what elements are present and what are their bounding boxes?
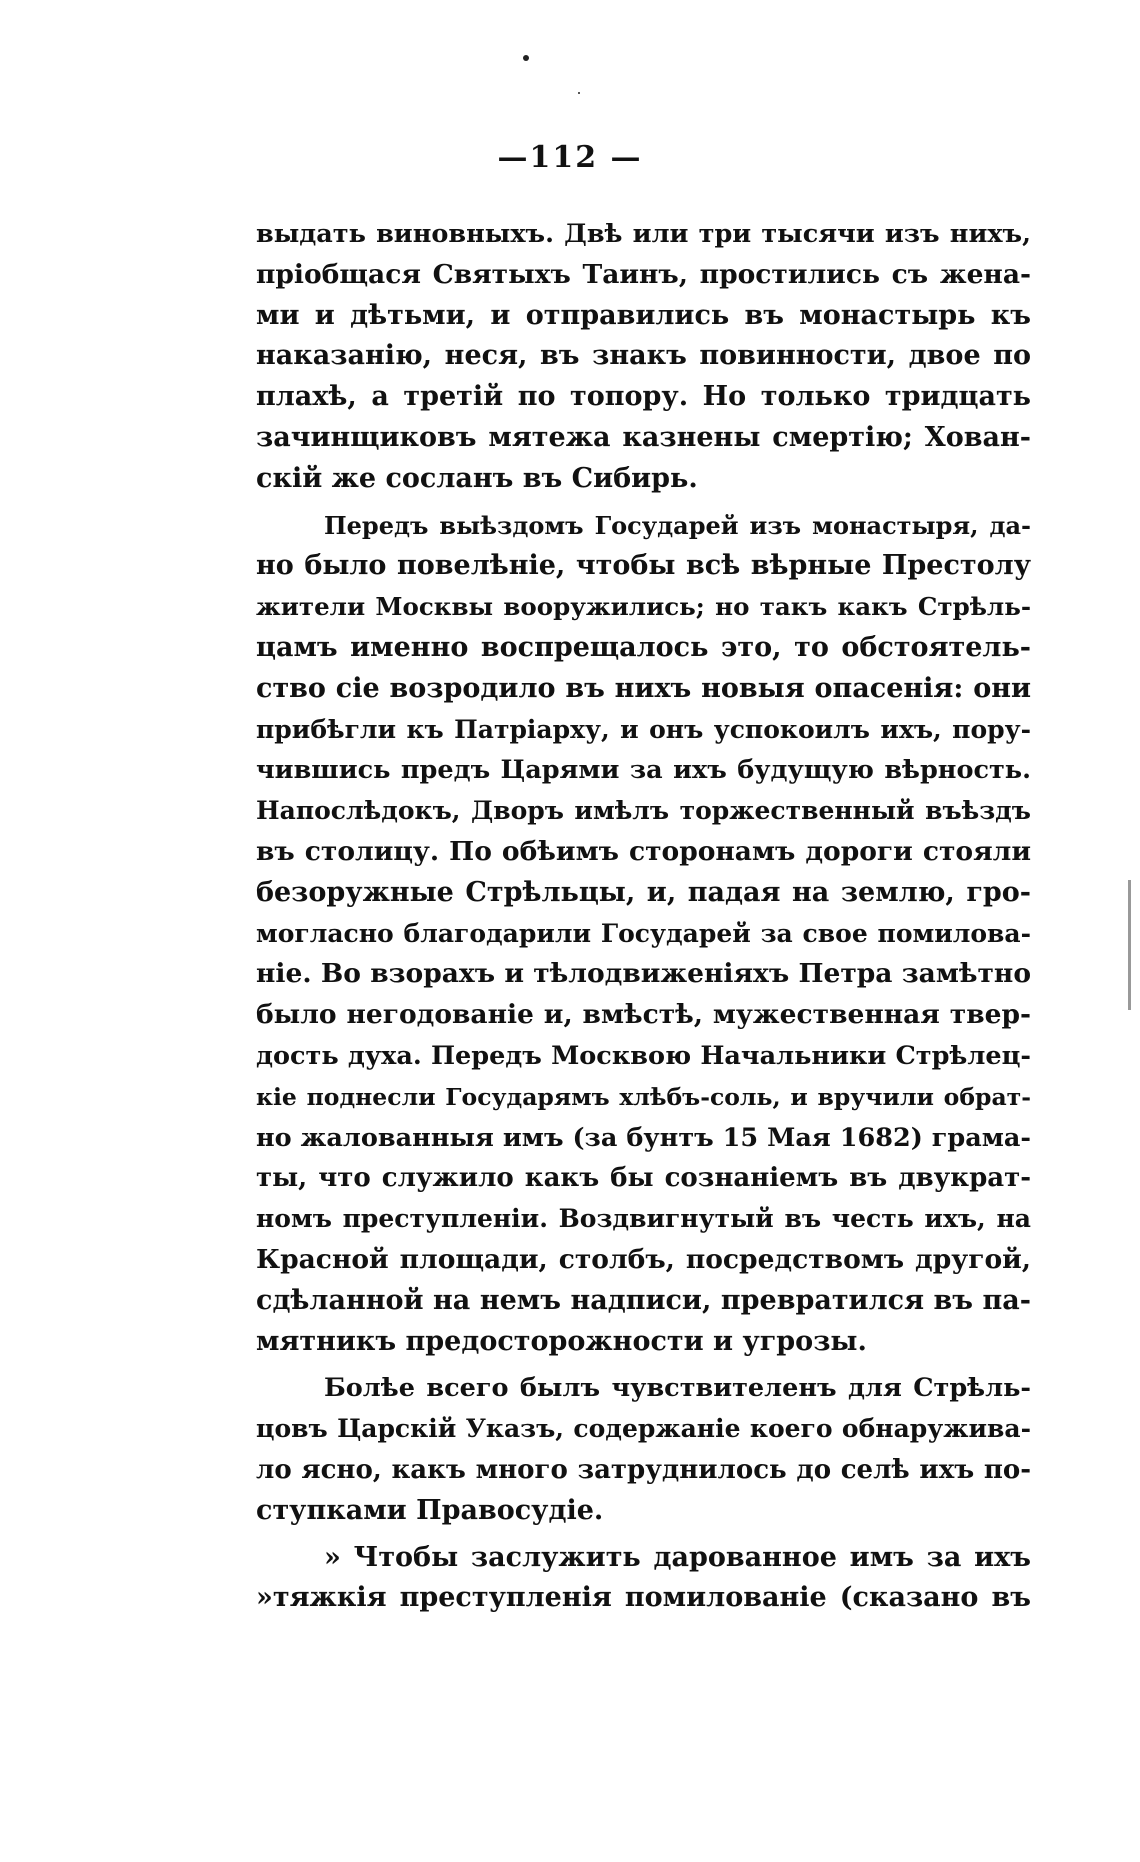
text-line: прибѣгли къ Патріарху, и онъ успокоилъ ихъ, пору- — [256, 714, 1031, 744]
text-line: было негодованіе и, вмѣстѣ, мужественная твер- — [256, 999, 1031, 1031]
text-line: цовъ Царскій Указъ, содержаніе коего обнаружива- — [256, 1414, 1031, 1444]
text-line: пріобщася Святыхъ Таинъ, простились съ жена- — [256, 258, 1031, 290]
text-line: зачинщиковъ мятежа казнены смертію; Хован- — [256, 421, 1031, 453]
text-line: выдать виновныхъ. Двѣ или три тысячи изъ нихъ, — [256, 219, 1031, 249]
text-line: но было повелѣніе, чтобы всѣ вѣрные Престолу — [256, 550, 1031, 582]
text-line: ло ясно, какъ много затруднилось до селѣ ихъ по- — [256, 1454, 1031, 1485]
text-line: » Чтобы заслужить дарованное имъ за ихъ — [324, 1541, 1031, 1573]
text-line: въ столицу. По обѣимъ сторонамъ дороги стояли — [256, 835, 1031, 867]
text-line: ты, что служило какъ бы сознаніемъ въ двукрат- — [256, 1163, 1031, 1194]
text-line: чившись предъ Царями за ихъ будущую вѣрность. — [256, 755, 1031, 786]
text-line: безоружные Стрѣльцы, и, падая на землю, гро- — [256, 876, 1031, 908]
text-line: цамъ именно воспрещалось это, то обстоятель- — [256, 631, 1031, 663]
text-line: мятникъ предосторожности и угрозы. — [256, 1325, 867, 1357]
text-line: Напослѣдокъ, Дворъ имѣлъ торжественный въѣздъ — [256, 796, 1031, 826]
text-line: »тяжкія преступленія помилованіе (сказано въ — [256, 1582, 1031, 1614]
body-text — [256, 214, 1031, 1619]
text-line: кіе поднесли Государямъ хлѣбъ-соль, и вручили обрат- — [256, 1082, 1031, 1111]
text-line: плахѣ, а третій по топору. Но только тридцать — [256, 381, 1031, 413]
text-line: но жалованныя имъ (за бунтъ 15 Мая 1682) грама- — [256, 1122, 1031, 1153]
text-line: наказанію, неся, въ знакъ повинности, двое по — [256, 340, 1031, 372]
text-line: ніе. Во взорахъ и тѣлодвиженіяхъ Петра замѣтно — [256, 958, 1031, 990]
ink-speck — [578, 92, 580, 94]
scan-edge-mark — [1128, 880, 1131, 1010]
ink-speck — [523, 55, 529, 61]
paragraph — [256, 1538, 1031, 1620]
text-line: ство сіе возродило въ нихъ новыя опасенія: они — [256, 672, 1031, 704]
paragraph — [256, 1368, 1031, 1531]
text-line: Передъ выѣздомъ Государей изъ монастыря, да- — [324, 510, 1031, 540]
paragraph — [256, 506, 1031, 1363]
text-line: Болѣе всего былъ чувствителенъ для Стрѣль- — [324, 1373, 1031, 1404]
text-line: Красной площади, столбъ, посредствомъ другой, — [256, 1243, 1031, 1275]
paragraph — [256, 214, 1031, 500]
text-line: скій же сосланъ въ Сибирь. — [256, 462, 698, 494]
text-line: ступками Правосудіе. — [256, 1494, 604, 1526]
page-number: —112 — — [497, 140, 643, 175]
text-line: сдѣланной на немъ надписи, превратился въ па- — [256, 1284, 1031, 1316]
text-line: номъ преступленіи. Воздвигнутый въ честь ихъ, на — [256, 1204, 1031, 1234]
text-line: ми и дѣтьми, и отправились въ монастырь къ — [256, 299, 1031, 331]
text-line: могласно благодарили Государей за свое помилова- — [256, 918, 1031, 948]
text-line: жители Москвы вооружились; но такъ какъ Стрѣль- — [256, 592, 1031, 622]
text-line: дость духа. Передъ Москвою Начальники Стрѣлец- — [256, 1040, 1031, 1071]
